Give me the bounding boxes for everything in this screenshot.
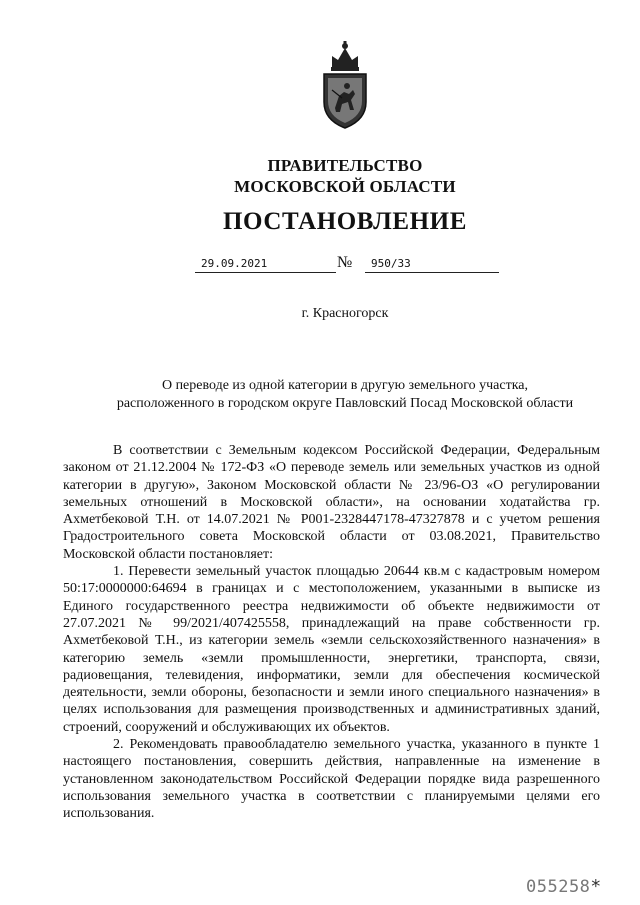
city-location: г. Красногорск xyxy=(301,306,389,321)
document-subject xyxy=(70,377,620,413)
date-number-line xyxy=(195,254,495,279)
preamble-paragraph: В соответствии с Земельным кодексом Российской Федерации, Федеральным законом от 21.12.2004 № 172-ФЗ «О переводе земель или земельных участков из одной категории в другую», Законом Московской области № 23/96-ОЗ «О регулировании земельных отношений в Московской области», на основании ходатайства гр. Ахметбековой Т.Н. от 14.07.2021 № Р001-2328447178-47327878 и с учетом решения Градостроительного совета Московской области от 03.08.2021, Правительство Московской области постановляет: xyxy=(63,443,600,562)
serial-number-stamp xyxy=(526,876,602,897)
document-body xyxy=(63,442,600,823)
serial-number: 055258 xyxy=(526,877,591,897)
item-2-paragraph: 2. Рекомендовать правообладателю земельного участка, указанного в пункте 1 настоящего постановления, совершить действия, направленные на изменение в установленном законодательством Российской Федерации порядке вида разрешенного использования земельного участка в соответствии с планируемыми целями его использования. xyxy=(63,737,600,822)
subject-line1: О переводе из одной категории в другую земельного участка, xyxy=(161,378,529,393)
subject-line2: расположенного в городском округе Павловский Посад Московской области xyxy=(116,396,574,411)
document-number: 950/33 xyxy=(365,257,499,273)
item-1-paragraph: 1. Перевести земельный участок площадью 20644 кв.м с кадастровым номером 50:17:0000000:64694 в границах и с местоположением, указанными в выписке из Единого государственного реестра недвижимости об объекте недвижимости от 27.07.2021 № 99/2021/407425558, принадлежащий на праве собственности гр. Ахметбековой Т.Н., из категории земель «земли сельскохозяйственного назначения» в категорию земель «земли промышленности, энергетики, транспорта, связи, радиовещания, телевидения, информатики, земли для обеспечения космической деятельности, земли обороны, безопасности и земли иного специального назначения» в целях использования для размещения производственных и административных зданий, строений, сооружений и обслуживающих их объектов. xyxy=(63,564,600,735)
org-name-line2: МОСКОВСКОЙ ОБЛАСТИ xyxy=(234,177,456,196)
document-date: 29.09.2021 xyxy=(195,257,336,273)
number-sign: № xyxy=(337,254,353,271)
coat-of-arms-emblem xyxy=(318,38,372,130)
serial-star-mark: * xyxy=(590,876,602,897)
document-type-title: ПОСТАНОВЛЕНИЕ xyxy=(222,208,468,235)
org-name-line1: ПРАВИТЕЛЬСТВО xyxy=(267,156,423,175)
